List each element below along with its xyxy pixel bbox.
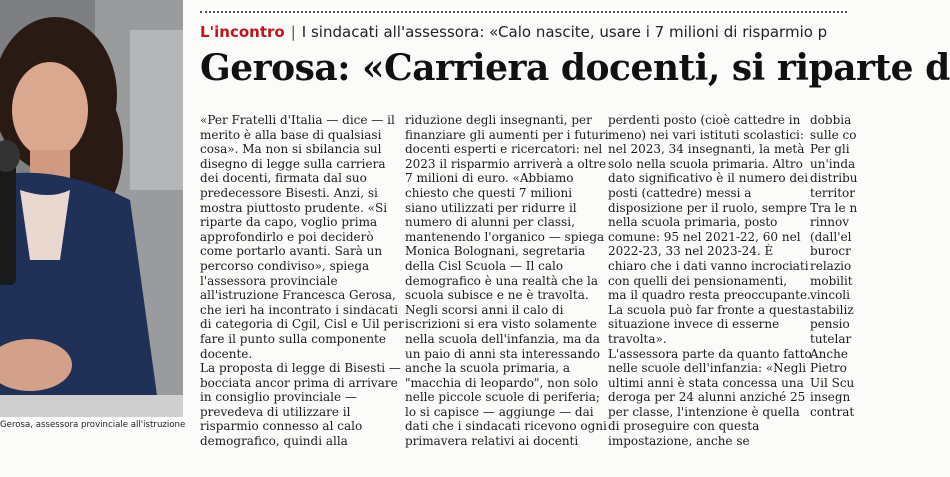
text-line: L'assessora parte da quanto fatto — [608, 346, 812, 361]
text-line: La scuola può far fronte a questa — [608, 302, 810, 317]
text-line: Monica Bolognani, segretaria — [405, 244, 586, 259]
text-line: insegn — [810, 390, 851, 405]
text-line: sulle co — [810, 127, 857, 142]
text-line: cosa». Ma non si sbilancia sul — [200, 142, 382, 157]
text-line: tutelar — [810, 331, 852, 346]
text-line: della Cisl Scuola — Il calo — [405, 258, 564, 273]
text-line: disegno di legge sulla carriera — [200, 156, 386, 171]
section-label: L'incontro — [200, 23, 285, 41]
text-line: solo nella scuola primaria. Altro — [608, 156, 803, 171]
text-line: siano utilizzati per ridurre il — [405, 200, 577, 215]
photo-caption: Gerosa, assessora provinciale all'istruzione — [0, 420, 186, 430]
text-column-1 — [200, 113, 404, 449]
text-line: con quelli dei pensionamenti, — [608, 273, 788, 288]
text-line: dei docenti, firmata dal suo — [200, 171, 367, 186]
text-line: dobbia — [810, 113, 852, 127]
kicker-separator: | — [290, 23, 296, 41]
text-line: "macchia di leopardo", non solo — [405, 375, 599, 390]
text-line: situazione invece di esserne — [608, 317, 780, 332]
text-line: riduzione degli insegnanti, per — [405, 113, 592, 127]
text-line: anche la scuola primaria, a — [405, 361, 570, 376]
text-line: approfondirlo e poi deciderò — [200, 229, 374, 244]
text-line: mobilit — [810, 273, 853, 288]
text-line: lo si capisce — aggiunge — dai — [405, 404, 594, 419]
text-line: bocciata ancor prima di arrivare — [200, 375, 398, 390]
text-line: chiaro che i dati vanno incrociati — [608, 258, 809, 273]
text-line: 2022-23, 33 nel 2023-24. È — [608, 244, 774, 259]
text-line: nelle scuole dell'infanzia: «Negli — [608, 361, 807, 376]
text-line: dati che i sindacati ricevono ogni — [405, 419, 607, 434]
text-line: meno) nei vari istituti scolastici: — [608, 127, 804, 142]
text-line: prevedeva di utilizzare il — [200, 404, 351, 419]
text-line: merito è alla base di qualsiasi — [200, 127, 382, 142]
text-line: perdenti posto (cioè cattedre in — [608, 113, 801, 127]
text-line: rinnov — [810, 215, 850, 230]
text-line: nelle piccole scuole di periferia; — [405, 390, 600, 405]
text-line: burocr — [810, 244, 851, 259]
text-line: docente. — [200, 346, 253, 361]
text-line: relazio — [810, 258, 852, 273]
text-line: che ieri ha incontrato i sindacati — [200, 302, 398, 317]
text-column-3 — [608, 113, 812, 449]
text-line: comune: 95 nel 2021-22, 60 nel — [608, 229, 801, 244]
text-line: fare il punto sulla componente — [200, 331, 386, 346]
text-line: di proseguire con questa — [608, 419, 760, 434]
article-headline: Gerosa: «Carriera docenti, si riparte d — [200, 47, 950, 89]
article-photo — [0, 0, 183, 417]
text-line: predecessore Bisesti. Anzi, si — [200, 185, 378, 200]
text-line: demografico, quindi alla — [200, 434, 348, 449]
text-line: distribu — [810, 171, 858, 186]
text-line: vincoli — [810, 288, 850, 303]
text-line: pensio — [810, 317, 850, 332]
text-line: mantenendo l'organico — spiega — [405, 229, 605, 244]
text-line: mostra piuttosto prudente. «Si — [200, 200, 388, 215]
text-line: deroga per 24 alunni anziché 25 — [608, 390, 806, 405]
text-line: La proposta di legge di Bisesti — — [200, 361, 401, 376]
text-line: percorso condiviso», spiega — [200, 258, 370, 273]
text-line: un paio di anni sta interessando — [405, 346, 600, 361]
text-line: Uil Scu — [810, 375, 855, 390]
text-line: chiesto che questi 7 milioni — [405, 185, 573, 200]
text-line: «Per Fratelli d'Italia — dice — il — [200, 113, 395, 127]
text-line: Anche — [810, 346, 848, 361]
text-line: stabiliz — [810, 302, 854, 317]
text-column-2 — [405, 113, 609, 449]
text-line: nel 2023, 34 insegnanti, la metà — [608, 142, 805, 157]
text-line: ultimi anni è stata concessa una — [608, 375, 804, 390]
text-line: nella scuola primaria, posto — [608, 215, 778, 230]
text-line: nella scuola dell'infanzia, ma da — [405, 331, 600, 346]
text-line: primavera relativi ai docenti — [405, 434, 579, 449]
text-line: scuola subisce e ne è travolta. — [405, 288, 589, 303]
text-line: dato significativo è il numero dei — [608, 171, 809, 186]
text-line: riparte da capo, voglio prima — [200, 215, 378, 230]
text-line: come portarlo avanti. Sarà un — [200, 244, 383, 259]
text-line: in consiglio provinciale — — [200, 390, 357, 405]
text-line: posti (cattedre) messi a — [608, 185, 752, 200]
text-line: un'inda — [810, 156, 856, 171]
text-line: territor — [810, 185, 856, 200]
text-line: impostazione, anche se — [608, 434, 750, 449]
text-line: iscrizioni si era visto solamente — [405, 317, 597, 332]
text-line: ma il quadro resta preoccupante. — [608, 288, 811, 303]
text-line: demografico è una realtà che la — [405, 273, 599, 288]
text-line: (dall'el — [810, 229, 852, 244]
portrait-illustration — [0, 0, 183, 417]
header-dotted-rule — [200, 11, 847, 13]
text-line: numero di alunni per classi, — [405, 215, 575, 230]
text-line: l'assessora provinciale — [200, 273, 338, 288]
text-line: travolta». — [608, 331, 667, 346]
text-line: finanziare gli aumenti per i futuri — [405, 127, 609, 142]
kicker-subtitle: I sindacati all'assessora: «Calo nascite, usare i 7 milioni di risparmio p — [301, 23, 828, 41]
text-line: contrat — [810, 404, 855, 419]
text-line: per classe, l'intenzione è quella — [608, 404, 800, 419]
text-line: 7 milioni di euro. «Abbiamo — [405, 171, 574, 186]
article-kicker — [200, 23, 827, 41]
text-line: Tra le n — [810, 200, 858, 215]
text-line: 2023 il risparmio arriverà a oltre — [405, 156, 607, 171]
text-line: risparmio connesso al calo — [200, 419, 363, 434]
text-line: di categoria di Cgil, Cisl e Uil per — [200, 317, 404, 332]
text-line: disposizione per il ruolo, sempre — [608, 200, 807, 215]
text-line: docenti esperti e ricercatori: nel — [405, 142, 603, 157]
text-column-4 — [810, 113, 870, 419]
text-line: Pietro — [810, 361, 847, 376]
text-line: Negli scorsi anni il calo di — [405, 302, 564, 317]
text-line: Per gli — [810, 142, 850, 157]
text-line: all'istruzione Francesca Gerosa, — [200, 288, 396, 303]
